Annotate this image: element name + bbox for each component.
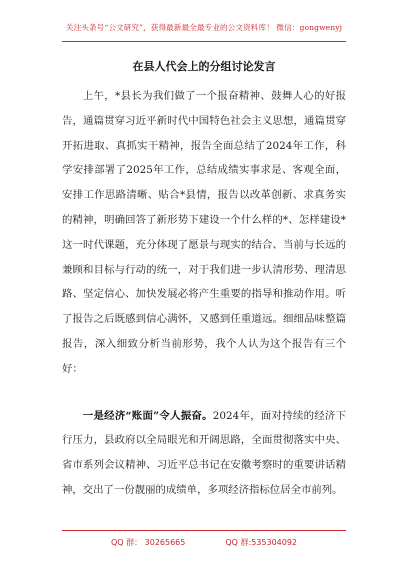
paragraph-intro: 上午，*县长为我们做了一个报奋精神、鼓舞人心的好报告，通篇贯穿习近平新时代中国特色社会主义思想，通篇贯穿开拓进取、真抓实干精神，报告全面总结了2024年工作，科学安排部署了2025年工作，总结成绩实事求是、客观全面，安排工作思路清晰、贴合*县情，报告以改革创新、求真务实的精神，明确回答了新形势下建设一个什么样的*、怎样建设*这一时代课题，充分体现了愿景与现实的结合、当前与长远的兼顾和目标与行动的统一，对于我们进一步认清形势、理清思路、坚定信心、加快发展必将产生重要的指导和推动作用。听了报告之后既感到信心满怀，又感到任重道远。细细品味整篇报告，深入细致分析当前形势，我个人认为这个报告有三个好：: [62, 90, 346, 375]
footer-contact: [0, 537, 408, 548]
section-1-body: 2024年，面对持续的经济下行压力，县政府以全局眼光和开阔思路，全面贯彻落实中央、省市系列会议精神、习近平总书记在安徽考察时的重要讲话精神，交出了一份靓丽的成绩单，多项经济指标位居全市前列。: [62, 409, 346, 496]
paragraph-section-1: [62, 404, 346, 503]
footer-qq-group-1: QQ 群： 30265665: [110, 538, 186, 547]
footer-divider: [62, 530, 346, 531]
section-1-lead: 一是经济“账面”令人振奋。: [82, 409, 213, 422]
footer-qq-group-2: QQ 群:535304092: [225, 538, 298, 547]
header-banner: 关注头条号“公文研究”，获得最新最全最专业的公文资料库！ 微信：gongwenyj: [65, 23, 343, 32]
document-title: 在县人代会上的分组讨论发言: [132, 60, 276, 73]
document-body: [62, 84, 346, 503]
header-divider: [62, 41, 346, 42]
